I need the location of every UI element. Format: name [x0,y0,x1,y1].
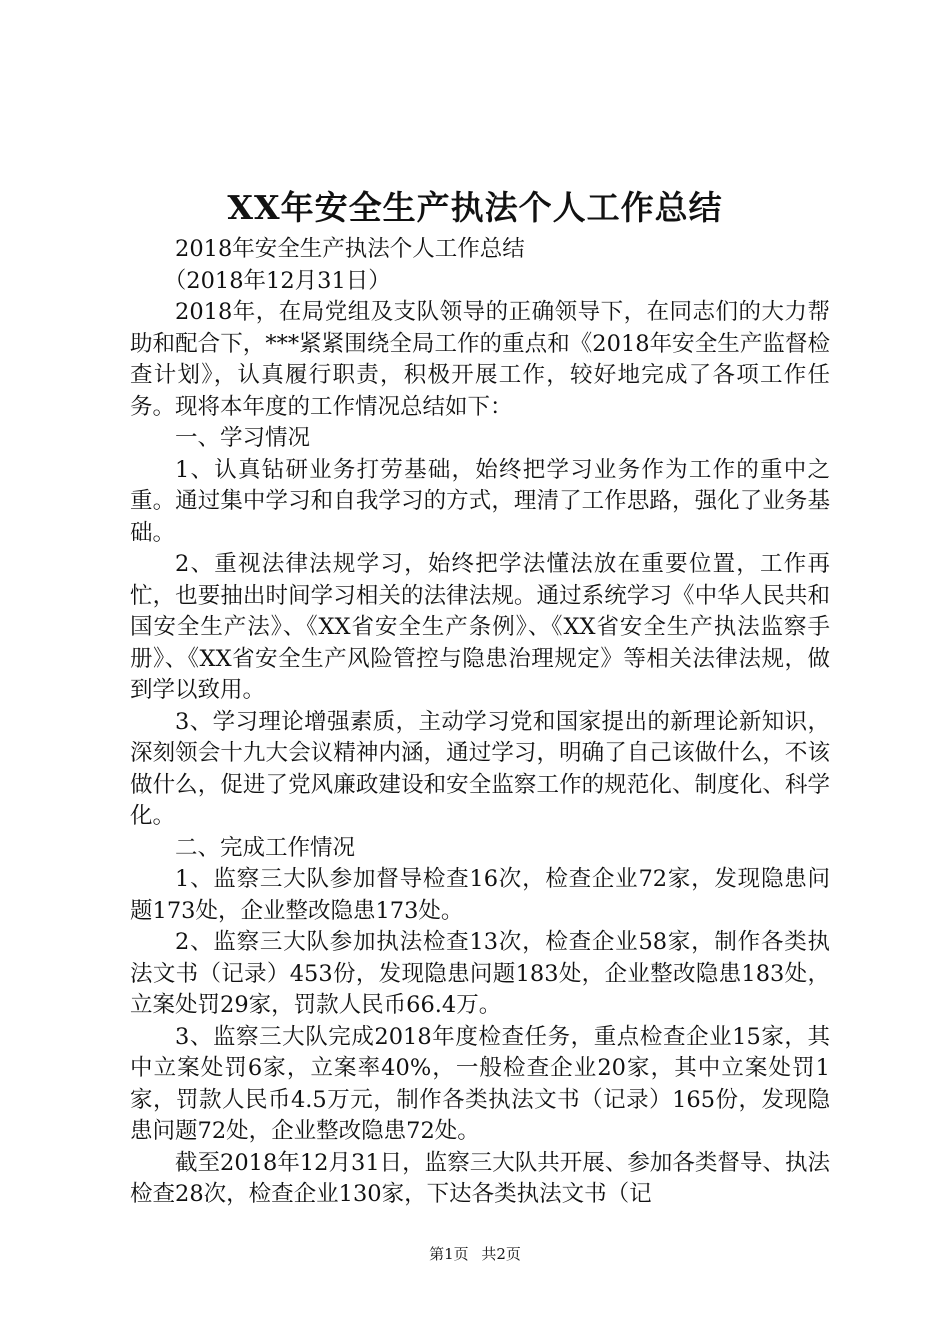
section-heading-work: 二、完成工作情况 [175,834,356,861]
document-title: XX年安全生产执法个人工作总结 [227,188,723,227]
paragraph: 1、监察三大队参加督导检查16次，检查企业72家，发现隐患问题173处，企业整改隐患173处。 [130,866,830,924]
paragraph: 2、监察三大队参加执法检查13次，检查企业58家，制作各类执法文书（记录）453份，发现隐患问题183处，企业整改隐患183处，立案处罚29家，罚款人民币66.4万。 [130,929,830,1018]
page-total: 共2页 [481,1245,521,1263]
page-footer [0,1244,950,1264]
paragraph: 2、重视法律法规学习，始终把学法懂法放在重要位置，工作再忙，也要抽出时间学习相关的法律法规。通过系统学习《中华人民共和国安全生产法》、《XX省安全生产条例》、《XX省安全生产执法监察手册》、《XX省安全生产风险管控与隐患治理规定》等相关法律法规，做到学以致用。 [130,551,830,703]
paragraph: 截至2018年12月31日，监察三大队共开展、参加各类督导、执法检查28次，检查企业130家，下达各类执法文书（记 [130,1149,830,1207]
date-line: （2018年12月31日） [163,267,391,294]
section-heading-study: 一、学习情况 [175,425,311,451]
page-number: 第1页 [429,1245,469,1263]
subtitle-line: 2018年安全生产执法个人工作总结 [175,236,525,262]
document-body [130,234,830,1211]
paragraph: 3、学习理论增强素质，主动学习党和国家提出的新理论新知识，深刻领会十九大会议精神内涵，通过学习，明确了自己该做什么，不该做什么，促进了党风廉政建设和安全监察工作的规范化、制度化、科学化。 [130,708,830,829]
intro-paragraph: 2018年，在局党组及支队领导的正确领导下，在同志们的大力帮助和配合下，***紧紧围绕全局工作的重点和《2018年安全生产监督检查计划》，认真履行职责，积极开展工作，较好地完成了各项工作任务。现将本年度的工作情况总结如下： [130,299,830,420]
paragraph: 3、监察三大队完成2018年度检查任务，重点检查企业15家，其中立案处罚6家，立案率40%，一般检查企业20家，其中立案处罚1家，罚款人民币4.5万元，制作各类执法文书（记录）165份，发现隐患问题72处，企业整改隐患72处。 [130,1023,830,1144]
paragraph: 1、认真钻研业务打劳基础，始终把学习业务作为工作的重中之重。通过集中学习和自我学习的方式，理清了工作思路，强化了业务基础。 [130,456,830,546]
